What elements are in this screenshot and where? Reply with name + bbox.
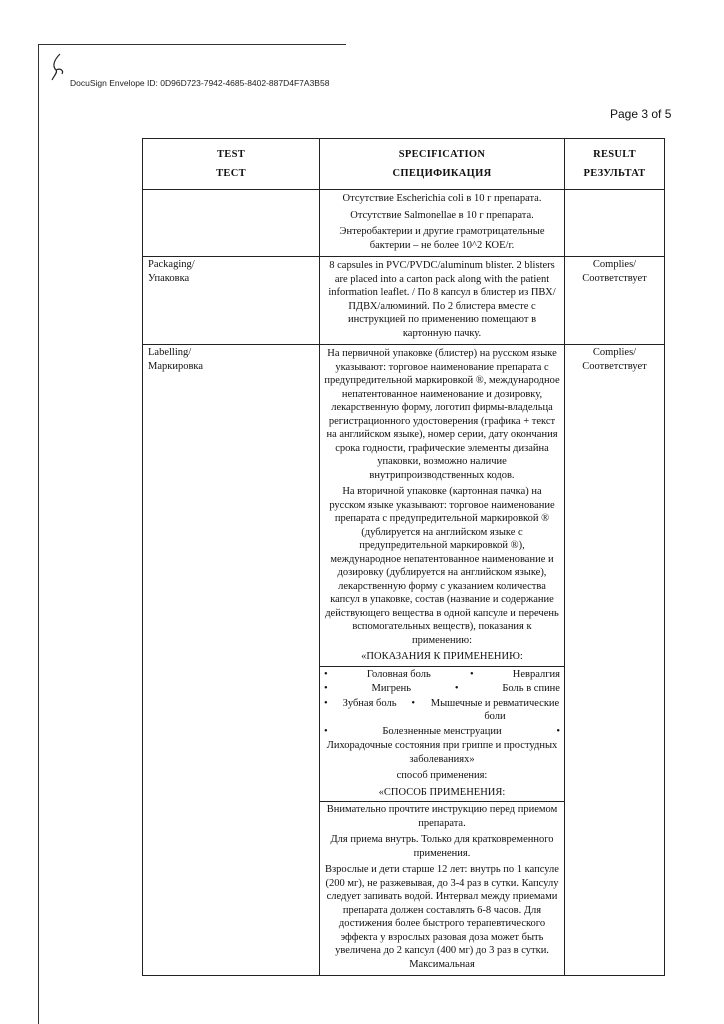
indications-row-2	[324, 682, 560, 696]
bullet-icon: •	[411, 697, 416, 709]
indications-row-3	[324, 697, 560, 724]
packaging-label-en: Packaging/	[148, 259, 195, 270]
header-test	[143, 139, 320, 190]
header-specification	[320, 139, 565, 190]
result-cell-empty	[565, 190, 665, 257]
spec-cell-microbiology	[320, 190, 565, 257]
indications-divider	[320, 666, 564, 667]
indications-row-1	[324, 668, 560, 682]
table-header-row	[143, 139, 665, 190]
bullet-icon: •	[454, 683, 459, 694]
table-row-labelling	[143, 345, 665, 976]
labelling-label-en: Labelling/	[148, 347, 192, 358]
indication-fever: Лихорадочные состояния при гриппе и простудных заболеваниях»	[326, 740, 558, 765]
bullet-icon: •	[324, 683, 328, 694]
bullet-icon: •	[324, 697, 328, 709]
micro-line-enterobacteria: Энтеробактерии и другие грамотрицательные бактерии – не более 10^2 КОЕ/г.	[339, 226, 545, 251]
packaging-result-en: Complies/	[592, 259, 637, 270]
test-cell-empty	[143, 190, 320, 257]
table-row-microbiology	[143, 190, 665, 257]
bullet-icon: •	[324, 668, 328, 680]
micro-line-salmonellae: Отсутствие Salmonellae в 10 г препарата.	[350, 209, 534, 221]
bullet-icon: •	[556, 725, 560, 737]
result-cell-packaging	[565, 257, 665, 345]
method-oral-use: Для приема внутрь. Только для кратковременного применения.	[330, 834, 554, 859]
header-spec-ru: СПЕЦИФИКАЦИЯ	[392, 168, 492, 179]
header-test-en: TEST	[216, 149, 246, 160]
left-margin-rule	[38, 44, 39, 1024]
test-cell-packaging	[143, 257, 320, 345]
indication-back-pain: Боль в спине	[502, 683, 560, 694]
result-cell-labelling	[565, 345, 665, 976]
indication-toothache: Зубная боль	[342, 697, 397, 709]
header-rule	[38, 44, 346, 45]
indications-title: «ПОКАЗАНИЯ К ПРИМЕНЕНИЮ:	[361, 651, 523, 662]
packaging-result-ru: Соответствует	[582, 272, 647, 284]
page-number: Page 3 of 5	[610, 107, 672, 121]
test-cell-labelling	[143, 345, 320, 976]
labelling-secondary-pack-text: На вторичной упаковке (картонная пачка) на русском языке указывают: торговое наименование препарата с предупредительной маркировкой ® (дублируется на английском языке с предупредительной маркировкой ®), международное непатентованное наименование и дозировку (дублируется на английском языке), лекарственную форму с указанием количества капсул в упаковке, состав (название и содержание действующего вещества в одной капсуле и перечень вспомогательных веществ), показания к применению:	[325, 486, 559, 646]
indication-migraine: Мигрень	[371, 683, 412, 694]
table-row-packaging	[143, 257, 665, 345]
labelling-result-en: Complies/	[592, 347, 637, 358]
packaging-spec-text: 8 capsules in PVC/PVDC/aluminum blister. 2 blisters are placed into a carton pack along with the patient information leaflet. / По 8 капсул в блистер из ПВХ/ПДВХ/алюминий. По 2 блистера вместе с инструкцией по применению помещают в картонную пачку.	[328, 260, 556, 339]
bullet-icon: •	[324, 725, 328, 737]
spec-cell-labelling	[320, 345, 565, 976]
indication-muscle-pain: Мышечные и ревматические боли	[430, 697, 560, 722]
header-spec-en: SPECIFICATION	[398, 149, 486, 160]
method-label: способ применения:	[396, 770, 488, 781]
spec-cell-packaging	[320, 257, 565, 345]
bullet-icon: •	[469, 668, 474, 680]
indication-menstrual-pain: Болезненные менструации	[382, 725, 502, 737]
header-result-en: RESULT	[593, 149, 636, 160]
specification-table	[142, 138, 665, 976]
header-result-ru: РЕЗУЛЬТАТ	[583, 168, 646, 179]
indications-row-4	[324, 725, 560, 739]
micro-line-ecoli: Отсутствие Escherichia coli в 10 г препарата.	[342, 193, 542, 204]
docusign-mark-icon	[48, 52, 70, 82]
method-title: «СПОСОБ ПРИМЕНЕНИЯ:	[378, 786, 506, 798]
method-dosage-text: Взрослые и дети старше 12 лет: внутрь по 1 капсуле (200 мг), не разжевывая, до 3-4 раз в сутки. Капсулу следует запивать водой. Интервал между приемами препарата должен составлять 6-8 часов. Для достижения более быстрого терапевтического эффекта у взрослых разовая доза может быть увеличена до 2 капсул (400 мг) до 3 раз в сутки. Максимальная	[325, 864, 559, 970]
labelling-result-ru: Соответствует	[582, 360, 647, 372]
packaging-label-ru: Упаковка	[148, 272, 190, 284]
labelling-primary-pack-text: На первичной упаковке (блистер) на русском языке указывают: торговое наименование препарата с предупредительной маркировкой ®, международное непатентованное наименование и дозировку, лекарственную форму, логотип фирмы-владельца регистрационного удостоверения (графика + текст на английском языке), номер серии, дату окончания срока годности, графические элементы дизайна упаковки, возможно наличие внутрипроизводственных кодов.	[324, 348, 560, 481]
indication-neuralgia: Невралгия	[512, 668, 560, 680]
labelling-label-ru: Маркировка	[148, 360, 204, 372]
docusign-envelope-id: DocuSign Envelope ID: 0D96D723-7942-4685-8402-887D4F7A3B58	[70, 78, 330, 88]
header-test-ru: ТЕСТ	[216, 168, 246, 179]
method-divider	[320, 801, 564, 802]
indication-headache: Головная боль	[366, 668, 431, 680]
header-result	[565, 139, 665, 190]
method-read-leaflet: Внимательно прочтите инструкцию перед приемом препарата.	[326, 804, 558, 829]
